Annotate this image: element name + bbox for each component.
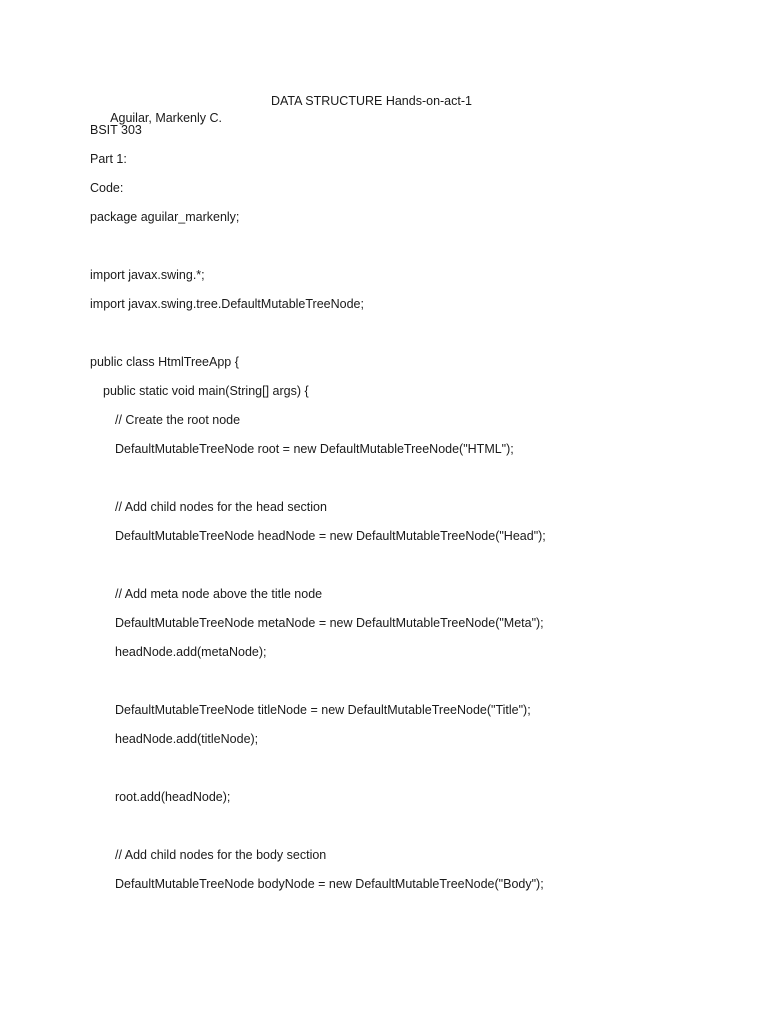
code-comment: // Add meta node above the title node — [115, 587, 323, 601]
code-line: DefaultMutableTreeNode titleNode = new DefaultMutableTreeNode("Title"); — [115, 703, 531, 717]
code-label: Code: — [90, 181, 124, 195]
blank-line — [90, 673, 730, 690]
section-label: BSIT 303 — [90, 123, 142, 137]
blank-line — [90, 238, 730, 255]
code-line: root.add(headNode); — [115, 790, 231, 804]
code-line: package aguilar_markenly; — [90, 210, 240, 224]
code-line: import javax.swing.tree.DefaultMutableTreeNode; — [90, 297, 364, 311]
author-name: Aguilar, Markenly C. — [110, 111, 223, 125]
blank-line — [90, 325, 730, 342]
code-line: headNode.add(titleNode); — [115, 732, 259, 746]
blank-line — [90, 818, 730, 835]
code-comment: // Add child nodes for the body section — [115, 848, 327, 862]
blank-line — [90, 470, 730, 487]
code-line: DefaultMutableTreeNode root = new DefaultMutableTreeNode("HTML"); — [115, 442, 514, 456]
code-line: headNode.add(metaNode); — [115, 645, 267, 659]
blank-line — [90, 760, 730, 777]
document-body — [90, 93, 730, 905]
code-line: public static void main(String[] args) { — [103, 384, 309, 398]
code-line: public class HtmlTreeApp { — [90, 355, 239, 369]
code-line: DefaultMutableTreeNode bodyNode = new DefaultMutableTreeNode("Body"); — [115, 877, 544, 891]
code-line: import javax.swing.*; — [90, 268, 205, 282]
document-title: DATA STRUCTURE Hands-on-act-1 — [271, 94, 472, 108]
header-row — [90, 93, 730, 125]
code-line: DefaultMutableTreeNode metaNode = new DefaultMutableTreeNode("Meta"); — [115, 616, 544, 630]
code-line: DefaultMutableTreeNode headNode = new DefaultMutableTreeNode("Head"); — [115, 529, 546, 543]
code-comment: // Create the root node — [115, 413, 241, 427]
code-comment: // Add child nodes for the head section — [115, 500, 327, 514]
part-label: Part 1: — [90, 152, 127, 166]
blank-line — [90, 557, 730, 574]
